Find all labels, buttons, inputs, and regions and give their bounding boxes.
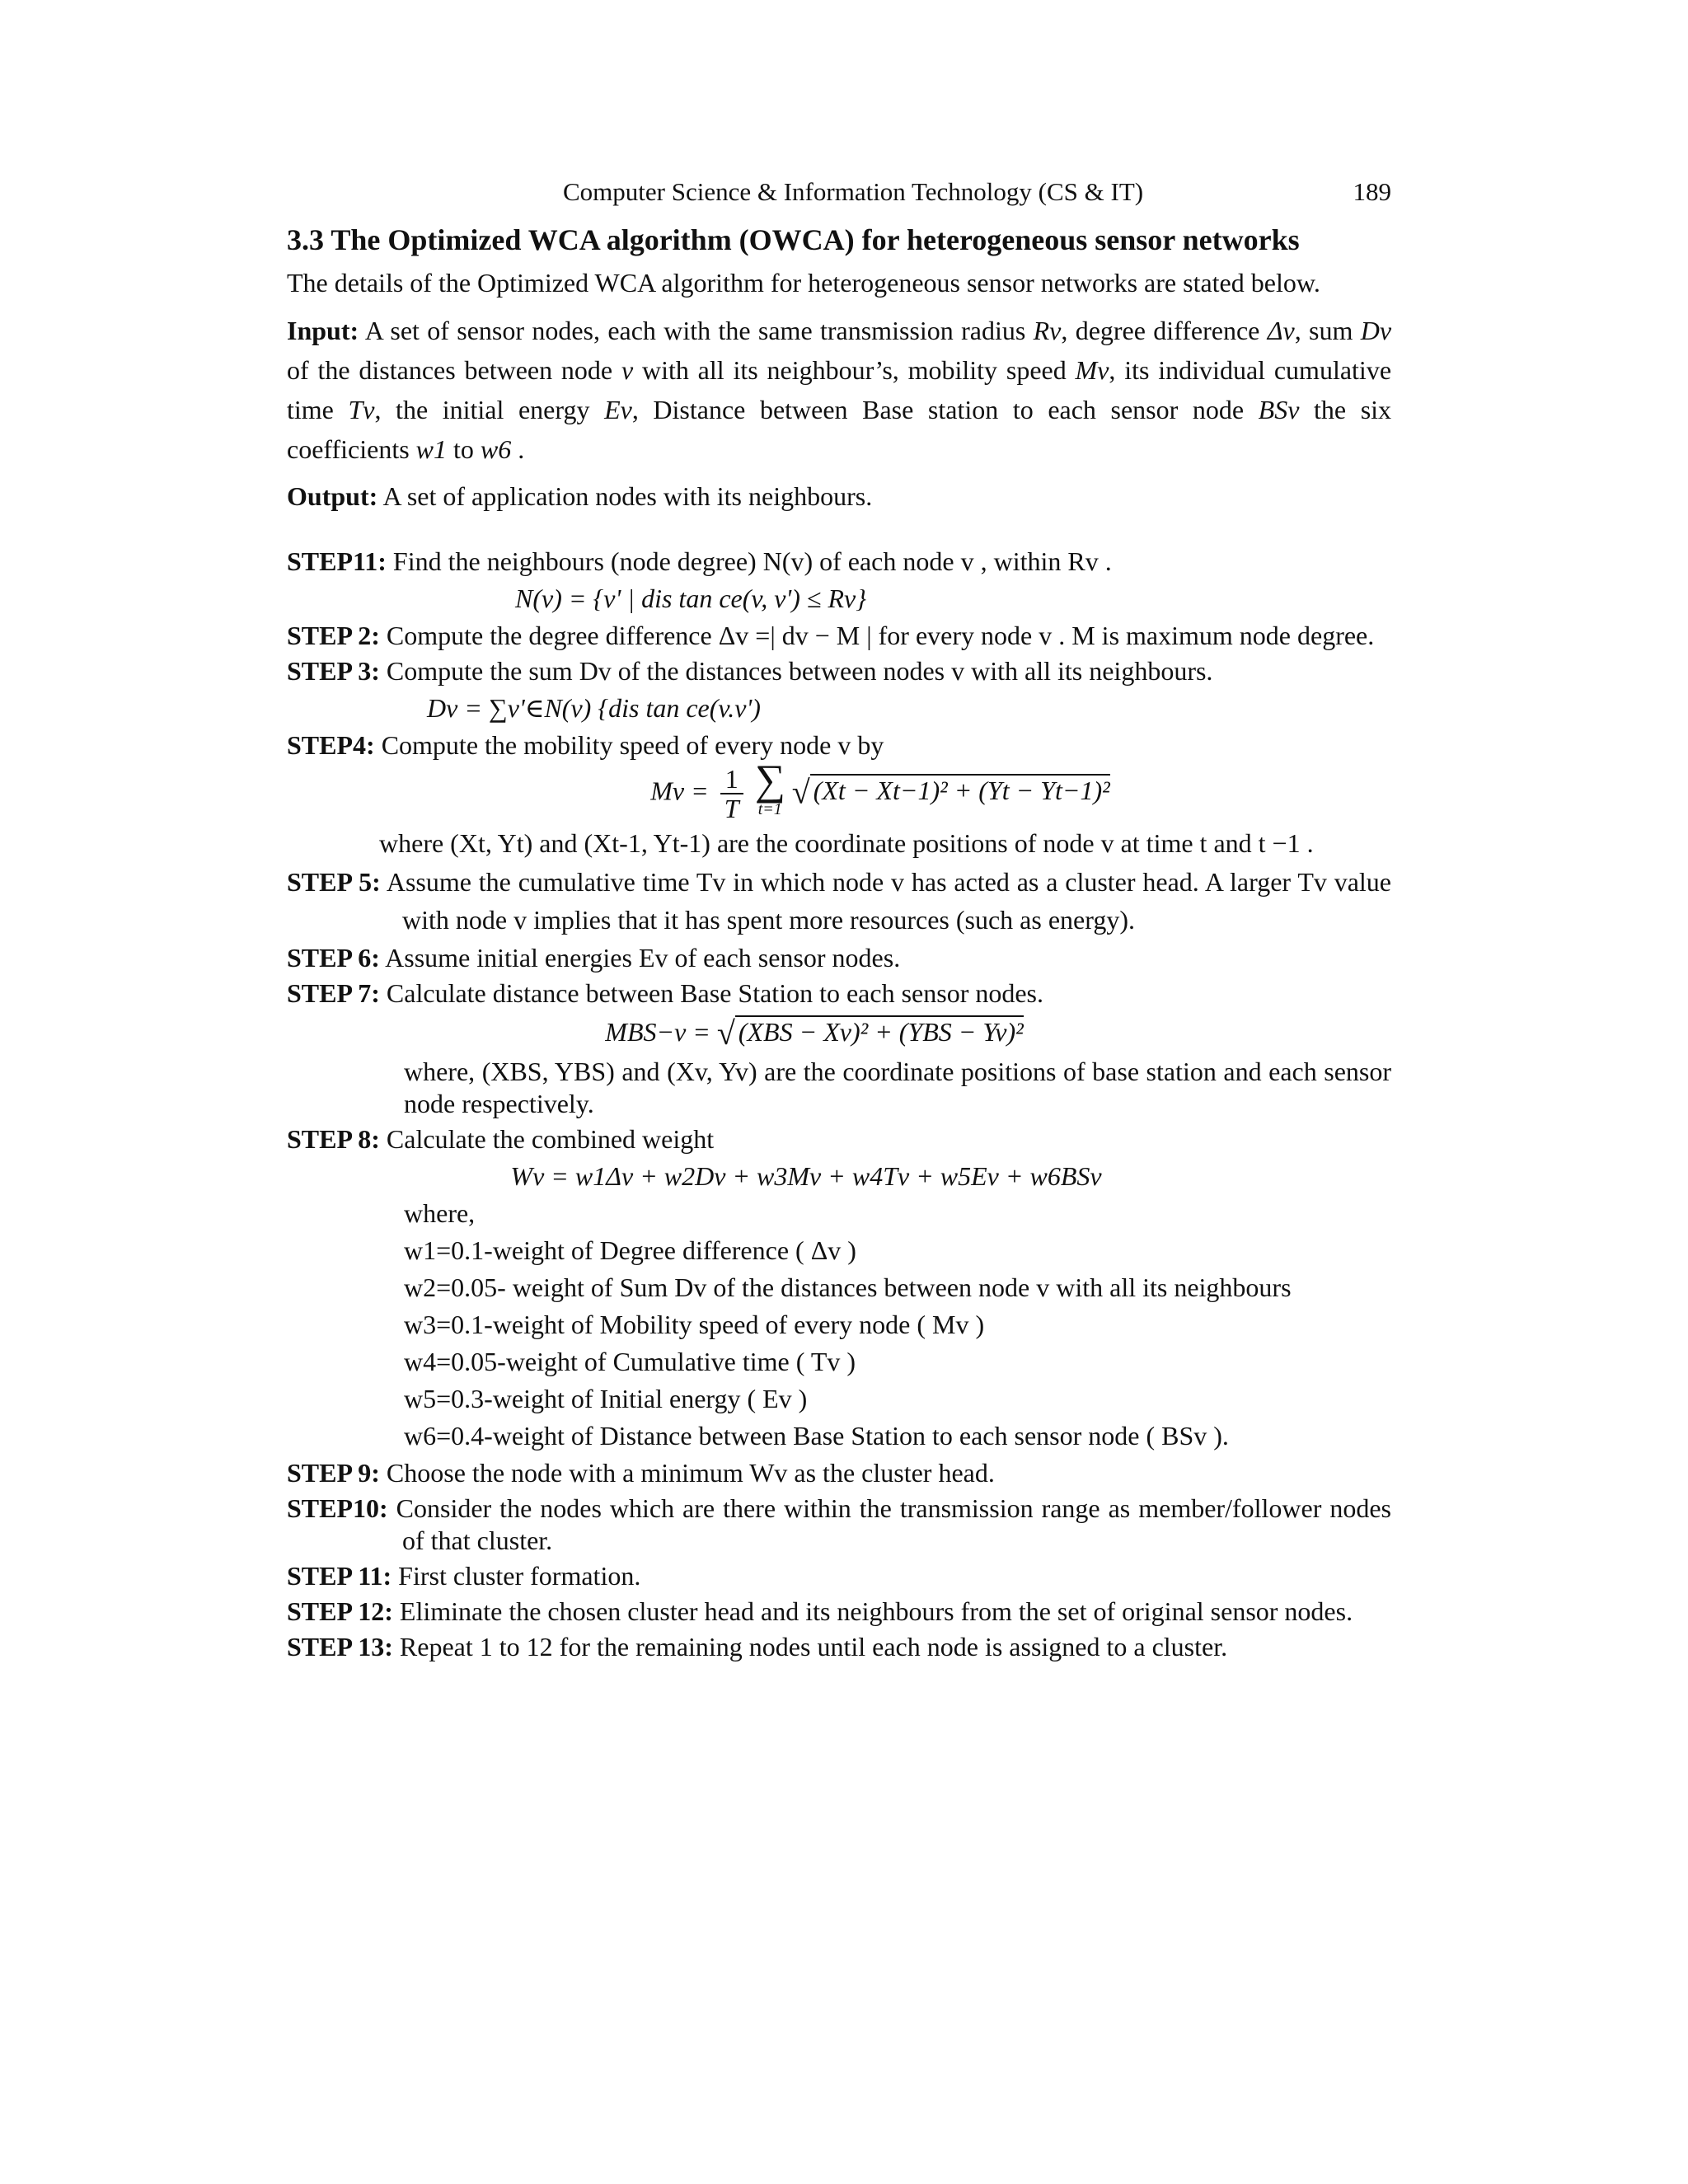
step-3-text: Compute the sum Dv of the distances between nodes v with all its neighbours. [379, 656, 1213, 686]
step-9 [287, 1457, 1391, 1489]
step-2-text: Compute the degree difference Δv =| dv − M | for every node v . M is maximum node degree. [379, 621, 1375, 650]
weight-item-1: w1=0.1-weight of Degree difference ( Δv ) [404, 1235, 856, 1265]
step-10 [287, 1493, 1391, 1557]
weight-item-5: w5=0.3-weight of Initial energy ( Ev ) [404, 1384, 808, 1413]
weight-item-3: w3=0.1-weight of Mobility speed of every node ( Mv ) [404, 1310, 985, 1339]
step-7-text: Calculate distance between Base Station to each sensor nodes. [379, 978, 1043, 1008]
output-paragraph [287, 480, 1391, 513]
input-text-a: A set of sensor nodes, each with the same transmission radius [359, 316, 1034, 345]
radical-symbol: √ [791, 773, 810, 811]
weight-item-2: w2=0.05- weight of Sum Dv of the distances between node v with all its neighbours [404, 1272, 1292, 1302]
step-4-sum [754, 757, 785, 823]
step-1-text: Find the neighbours (node degree) N(v) of each node v , within Rv . [386, 546, 1112, 576]
page-number: 189 [1353, 177, 1391, 206]
step-4-fraction [720, 765, 743, 823]
step-10-label: STEP10: [287, 1493, 388, 1523]
step-2-label: STEP 2: [287, 621, 380, 650]
weight-item-4: w4=0.05-weight of Cumulative time ( Tv ) [404, 1347, 856, 1376]
step-8 [287, 1123, 1391, 1155]
step-4-label: STEP4: [287, 730, 375, 760]
step-7-where: where, (XBS, YBS) and (Xv, Yv) are the coordinate positions of base station and each sensor node respectively. [404, 1057, 1391, 1118]
input-text-e: with all its neighbour’s, mobility speed [633, 355, 1076, 385]
step-4-radicand: (Xt − Xt−1)² + (Yt − Yt−1)² [810, 774, 1110, 805]
step-1 [287, 546, 1391, 578]
step-9-text: Choose the node with a minimum Wv as the cluster head. [379, 1458, 995, 1488]
step-13 [287, 1631, 1391, 1663]
input-text-i: the six coefficients [287, 395, 1392, 464]
step-13-text: Repeat 1 to 12 for the remaining nodes until each node is assigned to a cluster. [392, 1632, 1228, 1661]
step-3-formula: Dv = ∑v'∈N(v) {dis tan ce(v.v') [427, 693, 761, 723]
input-var-Dv: Dv [1360, 316, 1392, 345]
input-text-f: , its individual cumulative time [287, 355, 1392, 424]
input-var-rv: Rv [1033, 316, 1062, 345]
input-var-bsv: BSv [1258, 395, 1300, 424]
main-content [287, 216, 1391, 1663]
step-6-text: Assume initial energies Ev of each sensor nodes. [379, 943, 901, 972]
weight-item-6: w6=0.4-weight of Distance between Base Station to each sensor node ( BSv ). [404, 1421, 1229, 1451]
step-7-formula-lhs: MBS−v = [605, 1017, 710, 1047]
step-8-label: STEP 8: [287, 1124, 380, 1154]
step-11-text: First cluster formation. [392, 1561, 641, 1591]
input-var-dv: Δv [1267, 316, 1295, 345]
input-text-h: , Distance between Base station to each sensor node [631, 395, 1259, 424]
step-7-label: STEP 7: [287, 978, 380, 1008]
section-title: 3.3 The Optimized WCA algorithm (OWCA) for heterogeneous sensor networks [287, 223, 1300, 256]
step-8-formula: Wv = w1Δv + w2Dv + w3Mv + w4Tv + w5Ev + w6BSv [510, 1161, 1102, 1191]
output-label: Output: [287, 481, 378, 511]
input-var-v: v [621, 355, 634, 385]
step-8-where: where, [404, 1198, 476, 1228]
section-intro: The details of the Optimized WCA algorithm for heterogeneous sensor networks are stated below. [287, 268, 1320, 298]
input-text-d: of the distances between node [287, 355, 621, 385]
input-var-w6: w6 [480, 434, 512, 464]
step-3-label: STEP 3: [287, 656, 380, 686]
step-8-text: Calculate the combined weight [379, 1124, 715, 1154]
radical-symbol: √ [716, 1015, 735, 1052]
step-12 [287, 1596, 1391, 1628]
input-text-g: , the initial energy [374, 395, 605, 424]
step-4 [287, 729, 1391, 762]
step-4-where: where (Xt, Yt) and (Xt-1, Yt-1) are the coordinate positions of node v at time t and t −1 . [379, 828, 1314, 858]
step-7 [287, 977, 1391, 1010]
step-5 [287, 863, 1391, 939]
step-5-text: Assume the cumulative time Tv in which node v has acted as a cluster head. A larger Tv value with node v implies that it has spent more resources (such as energy). [380, 867, 1392, 935]
step-12-text: Eliminate the chosen cluster head and its neighbours from the set of original sensor nodes. [392, 1596, 1353, 1626]
input-text-b: , degree difference [1061, 316, 1268, 345]
step-11-label: STEP 11: [287, 1561, 392, 1591]
step-7-radicand: (XBS − Xv)² + (YBS − Yv)² [735, 1015, 1024, 1047]
sigma-symbol: ∑ [754, 757, 785, 804]
step-4-text: Compute the mobility speed of every node v by [374, 730, 884, 760]
step-12-label: STEP 12: [287, 1596, 393, 1626]
input-paragraph [287, 311, 1391, 469]
input-var-mv: Mv [1075, 355, 1109, 385]
input-text-c: , sum [1294, 316, 1361, 345]
step-7-formula [287, 1015, 1391, 1052]
step-6 [287, 942, 1391, 974]
input-var-w1: w1 [415, 434, 448, 464]
step-13-label: STEP 13: [287, 1632, 393, 1661]
input-var-tv: Tv [348, 395, 375, 424]
step-11 [287, 1560, 1391, 1592]
journal-title: Computer Science & Information Technology (CS & IT) [563, 177, 1144, 206]
step-3 [287, 655, 1391, 687]
step-2 [287, 620, 1391, 652]
step-4-frac-den: T [724, 794, 739, 823]
input-var-ev: Ev [604, 395, 632, 424]
running-header [287, 171, 1391, 213]
step-6-label: STEP 6: [287, 943, 380, 972]
input-text-k: . [511, 434, 525, 464]
output-text: A set of application nodes with its neighbours. [377, 481, 873, 511]
input-label: Input: [287, 316, 359, 345]
input-text-j: to [447, 434, 481, 464]
step-4-frac-num: 1 [720, 765, 743, 794]
step-4-sum-bottom: t=1 [757, 800, 782, 819]
step-9-label: STEP 9: [287, 1458, 380, 1488]
step-1-formula: N(v) = {v' | dis tan ce(v, v') ≤ Rv} [514, 583, 867, 613]
step-5-label: STEP 5: [287, 867, 381, 897]
step-4-formula-lhs: Mv = [650, 776, 709, 806]
step-4-formula [287, 757, 1391, 823]
step-1-label: STEP11: [287, 546, 387, 576]
step-10-text: Consider the nodes which are there within the transmission range as member/follower nodes of that cluster. [387, 1493, 1391, 1555]
